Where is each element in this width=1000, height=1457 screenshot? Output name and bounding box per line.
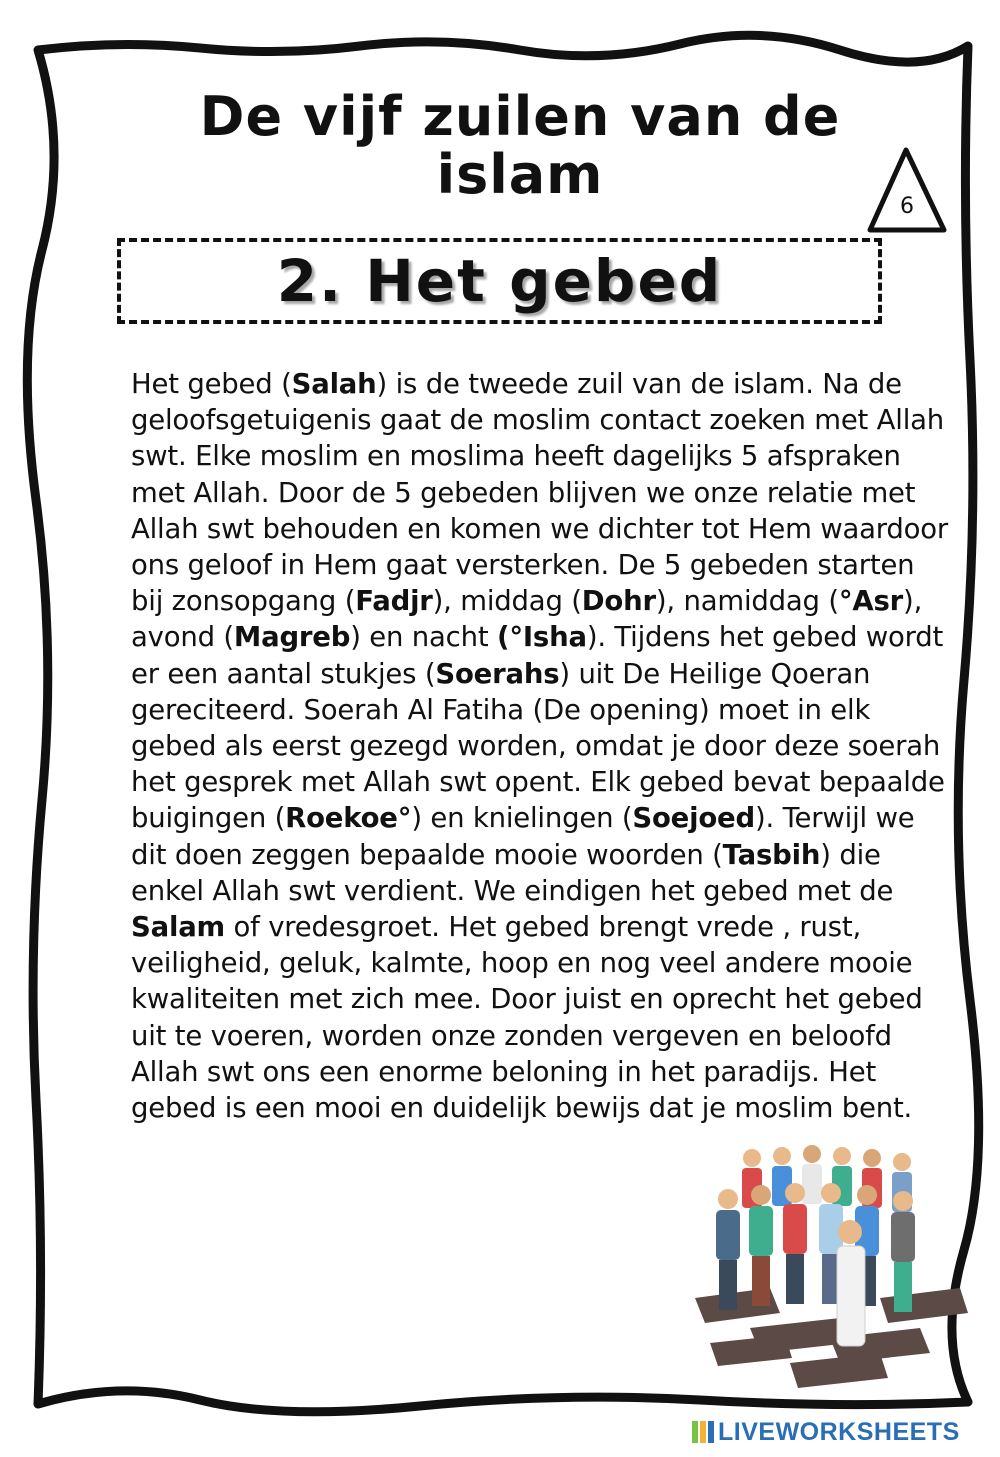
- liveworksheets-brand: LIVEWORKSHEETS: [718, 1417, 960, 1446]
- praying-people-icon: [690, 1138, 970, 1398]
- body-text-run: ). Terwijl we dit doen zeggen bepaalde mooie woorden (: [131, 802, 915, 871]
- body-text-run: ) is de tweede zuil van de islam. Na de geloofsgetuigenis gaat de moslim contact zoeken met Allah swt. Elke moslim en moslima heeft dagelijks 5 afspraken met Allah. Door de 5 gebeden blijven we onze relatie met Allah swt behouden en komen we dichter tot Hem waardoor ons geloof in Hem gaat versterken. De 5 gebeden starten bij zonsopgang (: [131, 368, 949, 618]
- bold-term: Tasbih: [722, 838, 821, 871]
- bold-term: Roekoe°: [285, 802, 412, 835]
- body-text-run: ). Tijdens het gebed wordt er een aantal stukjes (: [131, 621, 944, 690]
- bold-term: Dohr: [581, 585, 656, 618]
- subtitle-box: [117, 238, 882, 324]
- body-paragraph: [131, 366, 951, 1126]
- body-text-run: ) uit De Heilige Qoeran gereciteerd. Soerah Al Fatiha (De opening) moet in elk gebed als eerst gezegd worden, omdat je door deze soerah het gesprek met Allah swt opent. Elk gebed bevat bepaalde buigingen (: [131, 657, 945, 835]
- page-number: 6: [900, 194, 914, 219]
- liveworksheets-logo[interactable]: [692, 1416, 960, 1448]
- praying-people-illustration: [690, 1138, 970, 1398]
- body-text-run: ), namiddag (: [655, 585, 839, 618]
- bold-term: Soejoed: [632, 802, 755, 835]
- body-text-run: ) en nacht: [350, 621, 497, 654]
- body-text-run: of vredesgroet. Het gebed brengt vrede , rust, veiligheid, geluk, kalmte, hoop en nog veel andere mooie kwaliteiten met zich mee. Door juist en oprecht het gebed uit te voeren, worden onze zonden vergeven en beloofd Allah swt ons een enorme beloning in het paradijs. Het gebed is een mooi en duidelijk bewijs dat je moslim bent.: [131, 911, 923, 1125]
- bold-term: °Asr: [838, 585, 904, 618]
- body-text-run: Het gebed (: [131, 368, 292, 400]
- section-title: 2. Het gebed: [276, 247, 723, 315]
- bold-term: (°Isha: [496, 621, 587, 654]
- page-number-badge: [866, 146, 948, 234]
- triangle-icon: [866, 146, 948, 234]
- bold-term: Salam: [131, 911, 226, 944]
- body-text-run: ) die enkel Allah swt verdient. We eindigen het gebed met de: [131, 838, 894, 907]
- body-text-run: ), avond (: [131, 585, 923, 654]
- bold-term: Magreb: [233, 621, 351, 654]
- bold-term: Salah: [291, 368, 377, 400]
- body-text-run: ), middag (: [432, 585, 582, 618]
- bold-term: Fadjr: [355, 585, 433, 618]
- body-text-run: ) en knielingen (: [411, 802, 633, 835]
- bold-term: Soerahs: [435, 657, 560, 690]
- page-title: De vijf zuilen van de islam: [199, 85, 841, 206]
- liveworksheets-logo-icon: [692, 1421, 714, 1443]
